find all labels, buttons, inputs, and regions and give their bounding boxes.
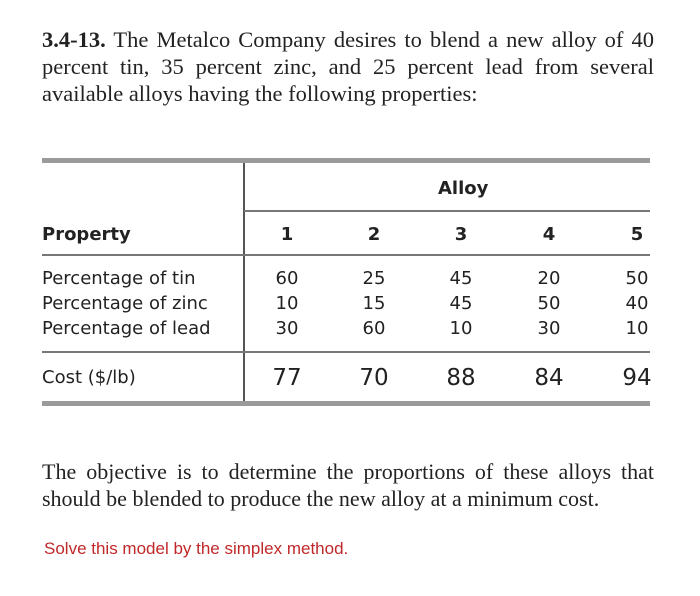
table-cell: 50: [537, 293, 561, 314]
alloy-header-4: 4: [542, 224, 556, 245]
table-cell: 15: [362, 293, 386, 314]
table-cell: 20: [537, 268, 561, 289]
header-rule: [42, 254, 650, 256]
cost-cell: 84: [534, 365, 564, 391]
table-cell: 30: [537, 318, 561, 339]
table-cell: 10: [625, 318, 649, 339]
alloy-header-3: 3: [454, 224, 468, 245]
cost-cell: 88: [446, 365, 476, 391]
table-bottom-rule: [42, 401, 650, 406]
table-cell: 30: [275, 318, 299, 339]
cost-cell: 77: [272, 365, 302, 391]
problem-number: 3.4-13.: [42, 27, 106, 52]
problem-statement: [42, 26, 654, 107]
table-column-divider: [243, 163, 245, 401]
table-cell: 10: [449, 318, 473, 339]
alloy-header-2: 2: [367, 224, 381, 245]
problem-text: The Metalco Company desires to blend a new alloy of 40 percent tin, 35 percent zinc, and 25 percent lead from several available alloys having the following properties:: [42, 27, 654, 106]
cost-cell: 70: [359, 365, 389, 391]
table-cell: 25: [362, 268, 386, 289]
table-cell: 50: [625, 268, 649, 289]
alloy-header-rule: [244, 210, 650, 212]
table-cell: 45: [449, 293, 473, 314]
row-label-zinc: Percentage of zinc: [42, 293, 208, 314]
row-label-cost: Cost ($/lb): [42, 367, 136, 388]
row-label-lead: Percentage of lead: [42, 318, 211, 339]
table-cell: 60: [362, 318, 386, 339]
objective-statement: The objective is to determine the proportions of these alloys that should be blended to produce the new alloy at a minimum cost.: [42, 459, 654, 511]
property-header: Property: [42, 224, 131, 245]
row-label-tin: Percentage of tin: [42, 268, 196, 289]
alloy-header-5: 5: [630, 224, 644, 245]
table-cell: 10: [275, 293, 299, 314]
table-cell: 60: [275, 268, 299, 289]
cost-rule: [42, 351, 650, 353]
alloy-group-header: Alloy: [438, 178, 489, 199]
instruction-text: Solve this model by the simplex method.: [44, 539, 349, 558]
cost-cell: 94: [622, 365, 652, 391]
table-top-rule: [42, 158, 650, 163]
table-cell: 40: [625, 293, 649, 314]
table-cell: 45: [449, 268, 473, 289]
alloy-header-1: 1: [280, 224, 294, 245]
